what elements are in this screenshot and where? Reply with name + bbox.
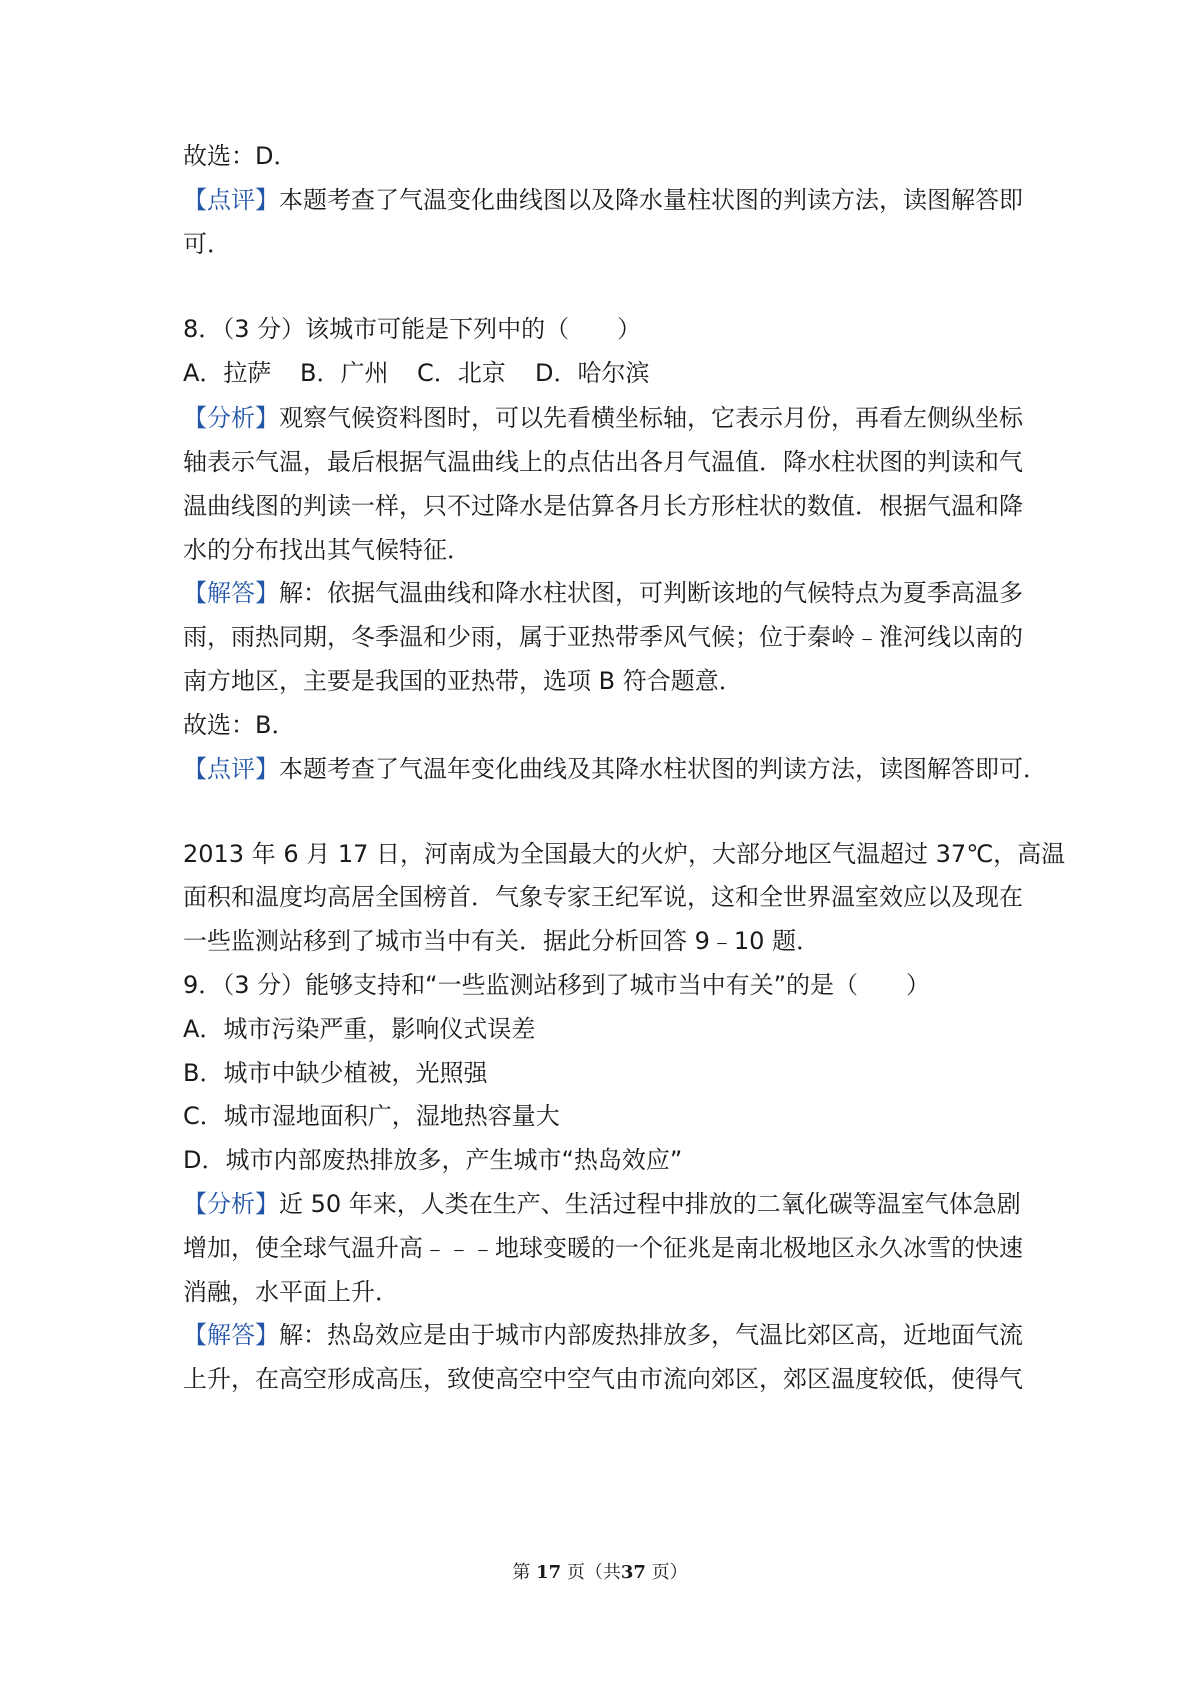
- q8-analysis-cont-2: 温曲线图的判读一样，只不过降水是估算各月长方形柱状的数值．根据气温和降: [183, 492, 1023, 520]
- q9-answer-cont-1: 上升，在高空形成高压，致使高空中空气由市流向郊区，郊区温度较低，使得气: [183, 1365, 1023, 1393]
- q9-stem: 9．（3 分）能够支持和“一些监测站移到了城市当中有关”的是（ ）: [183, 971, 931, 999]
- review-tag: 【点评】: [183, 755, 279, 783]
- q9-analysis-cont-1: 增加，使全球气温升高﹣﹣﹣地球变暖的一个征兆是南北极地区永久冰雪的快速: [183, 1234, 1023, 1262]
- q8-answer-cont-1: 雨，雨热同期，冬季温和少雨，属于亚热带季风气候；位于秦岭﹣淮河线以南的: [183, 623, 1023, 651]
- q8-review: [183, 753, 1047, 785]
- q8-choose: 故选：B．: [183, 711, 296, 739]
- q8-option-b: B．广州: [300, 359, 389, 387]
- q8-analysis-cont-1: 轴表示气温，最后根据气温曲线上的点估出各月气温值．降水柱状图的判读和气: [183, 448, 1023, 476]
- q8-answer: [183, 577, 1023, 609]
- q7-review-text: 本题考查了气温变化曲线图以及降水量柱状图的判读方法，读图解答即: [279, 186, 1023, 214]
- footer-total-pages: 37: [620, 1562, 646, 1583]
- q9-option-a: A．城市污染严重，影响仪式误差: [183, 1015, 536, 1043]
- q9-answer: [183, 1319, 1023, 1351]
- q9-analysis-cont-2: 消融，水平面上升．: [183, 1278, 399, 1306]
- q7-choose: 故选：D．: [183, 142, 298, 170]
- analysis-tag: 【分析】: [183, 1190, 279, 1218]
- q8-answer-cont-2: 南方地区，主要是我国的亚热带，选项 B 符合题意．: [183, 667, 743, 695]
- q8-analysis: [183, 402, 1023, 434]
- q8-stem: 8．（3 分）该城市可能是下列中的（ ）: [183, 315, 642, 343]
- q8-analysis-text: 观察气候资料图时，可以先看横坐标轴，它表示月份，再看左侧纵坐标: [279, 404, 1023, 432]
- q8-review-text: 本题考查了气温年变化曲线及其降水柱状图的判读方法，读图解答即可．: [279, 755, 1047, 783]
- q8-option-a: A．拉萨: [183, 359, 272, 387]
- q7-review-cont: 可．: [183, 230, 231, 258]
- q9-option-b: B．城市中缺少植被，光照强: [183, 1059, 488, 1087]
- page-footer: [0, 1561, 1200, 1585]
- answer-tag: 【解答】: [183, 579, 279, 607]
- q9-answer-text: 解：热岛效应是由于城市内部废热排放多，气温比郊区高，近地面气流: [279, 1321, 1023, 1349]
- footer-prefix: 第: [512, 1562, 531, 1583]
- q8-answer-text: 解：依据气温曲线和降水柱状图，可判断该地的气候特点为夏季高温多: [279, 579, 1023, 607]
- review-tag: 【点评】: [183, 186, 279, 214]
- q7-review: [183, 184, 1023, 216]
- footer-page-number: 17: [536, 1562, 562, 1583]
- footer-middle: 页（共: [566, 1562, 621, 1583]
- q8-analysis-cont-3: 水的分布找出其气候特征．: [183, 536, 471, 564]
- analysis-tag: 【分析】: [183, 404, 279, 432]
- q8-options: [183, 357, 649, 389]
- q8-option-d: D．哈尔滨: [535, 359, 650, 387]
- q9-option-c: C．城市湿地面积广，湿地热容量大: [183, 1102, 560, 1130]
- q9-analysis-text: 近 50 年来，人类在生产、生活过程中排放的二氧化碳等温室气体急剧: [279, 1190, 1021, 1218]
- passage-line-2: 面积和温度均高居全国榜首．气象专家王纪军说，这和全世界温室效应以及现在: [183, 883, 1023, 911]
- footer-suffix: 页）: [651, 1562, 688, 1583]
- q8-option-c: C．北京: [417, 359, 506, 387]
- q9-analysis: [183, 1188, 1021, 1220]
- q9-option-d: D．城市内部废热排放多，产生城市“热岛效应”: [183, 1146, 683, 1174]
- passage-line-3: 一些监测站移到了城市当中有关．据此分析回答 9﹣10 题．: [183, 927, 821, 955]
- answer-tag: 【解答】: [183, 1321, 279, 1349]
- passage-line-1: 2013 年 6 月 17 日，河南成为全国最大的火炉，大部分地区气温超过 37℃，高温: [183, 840, 1066, 868]
